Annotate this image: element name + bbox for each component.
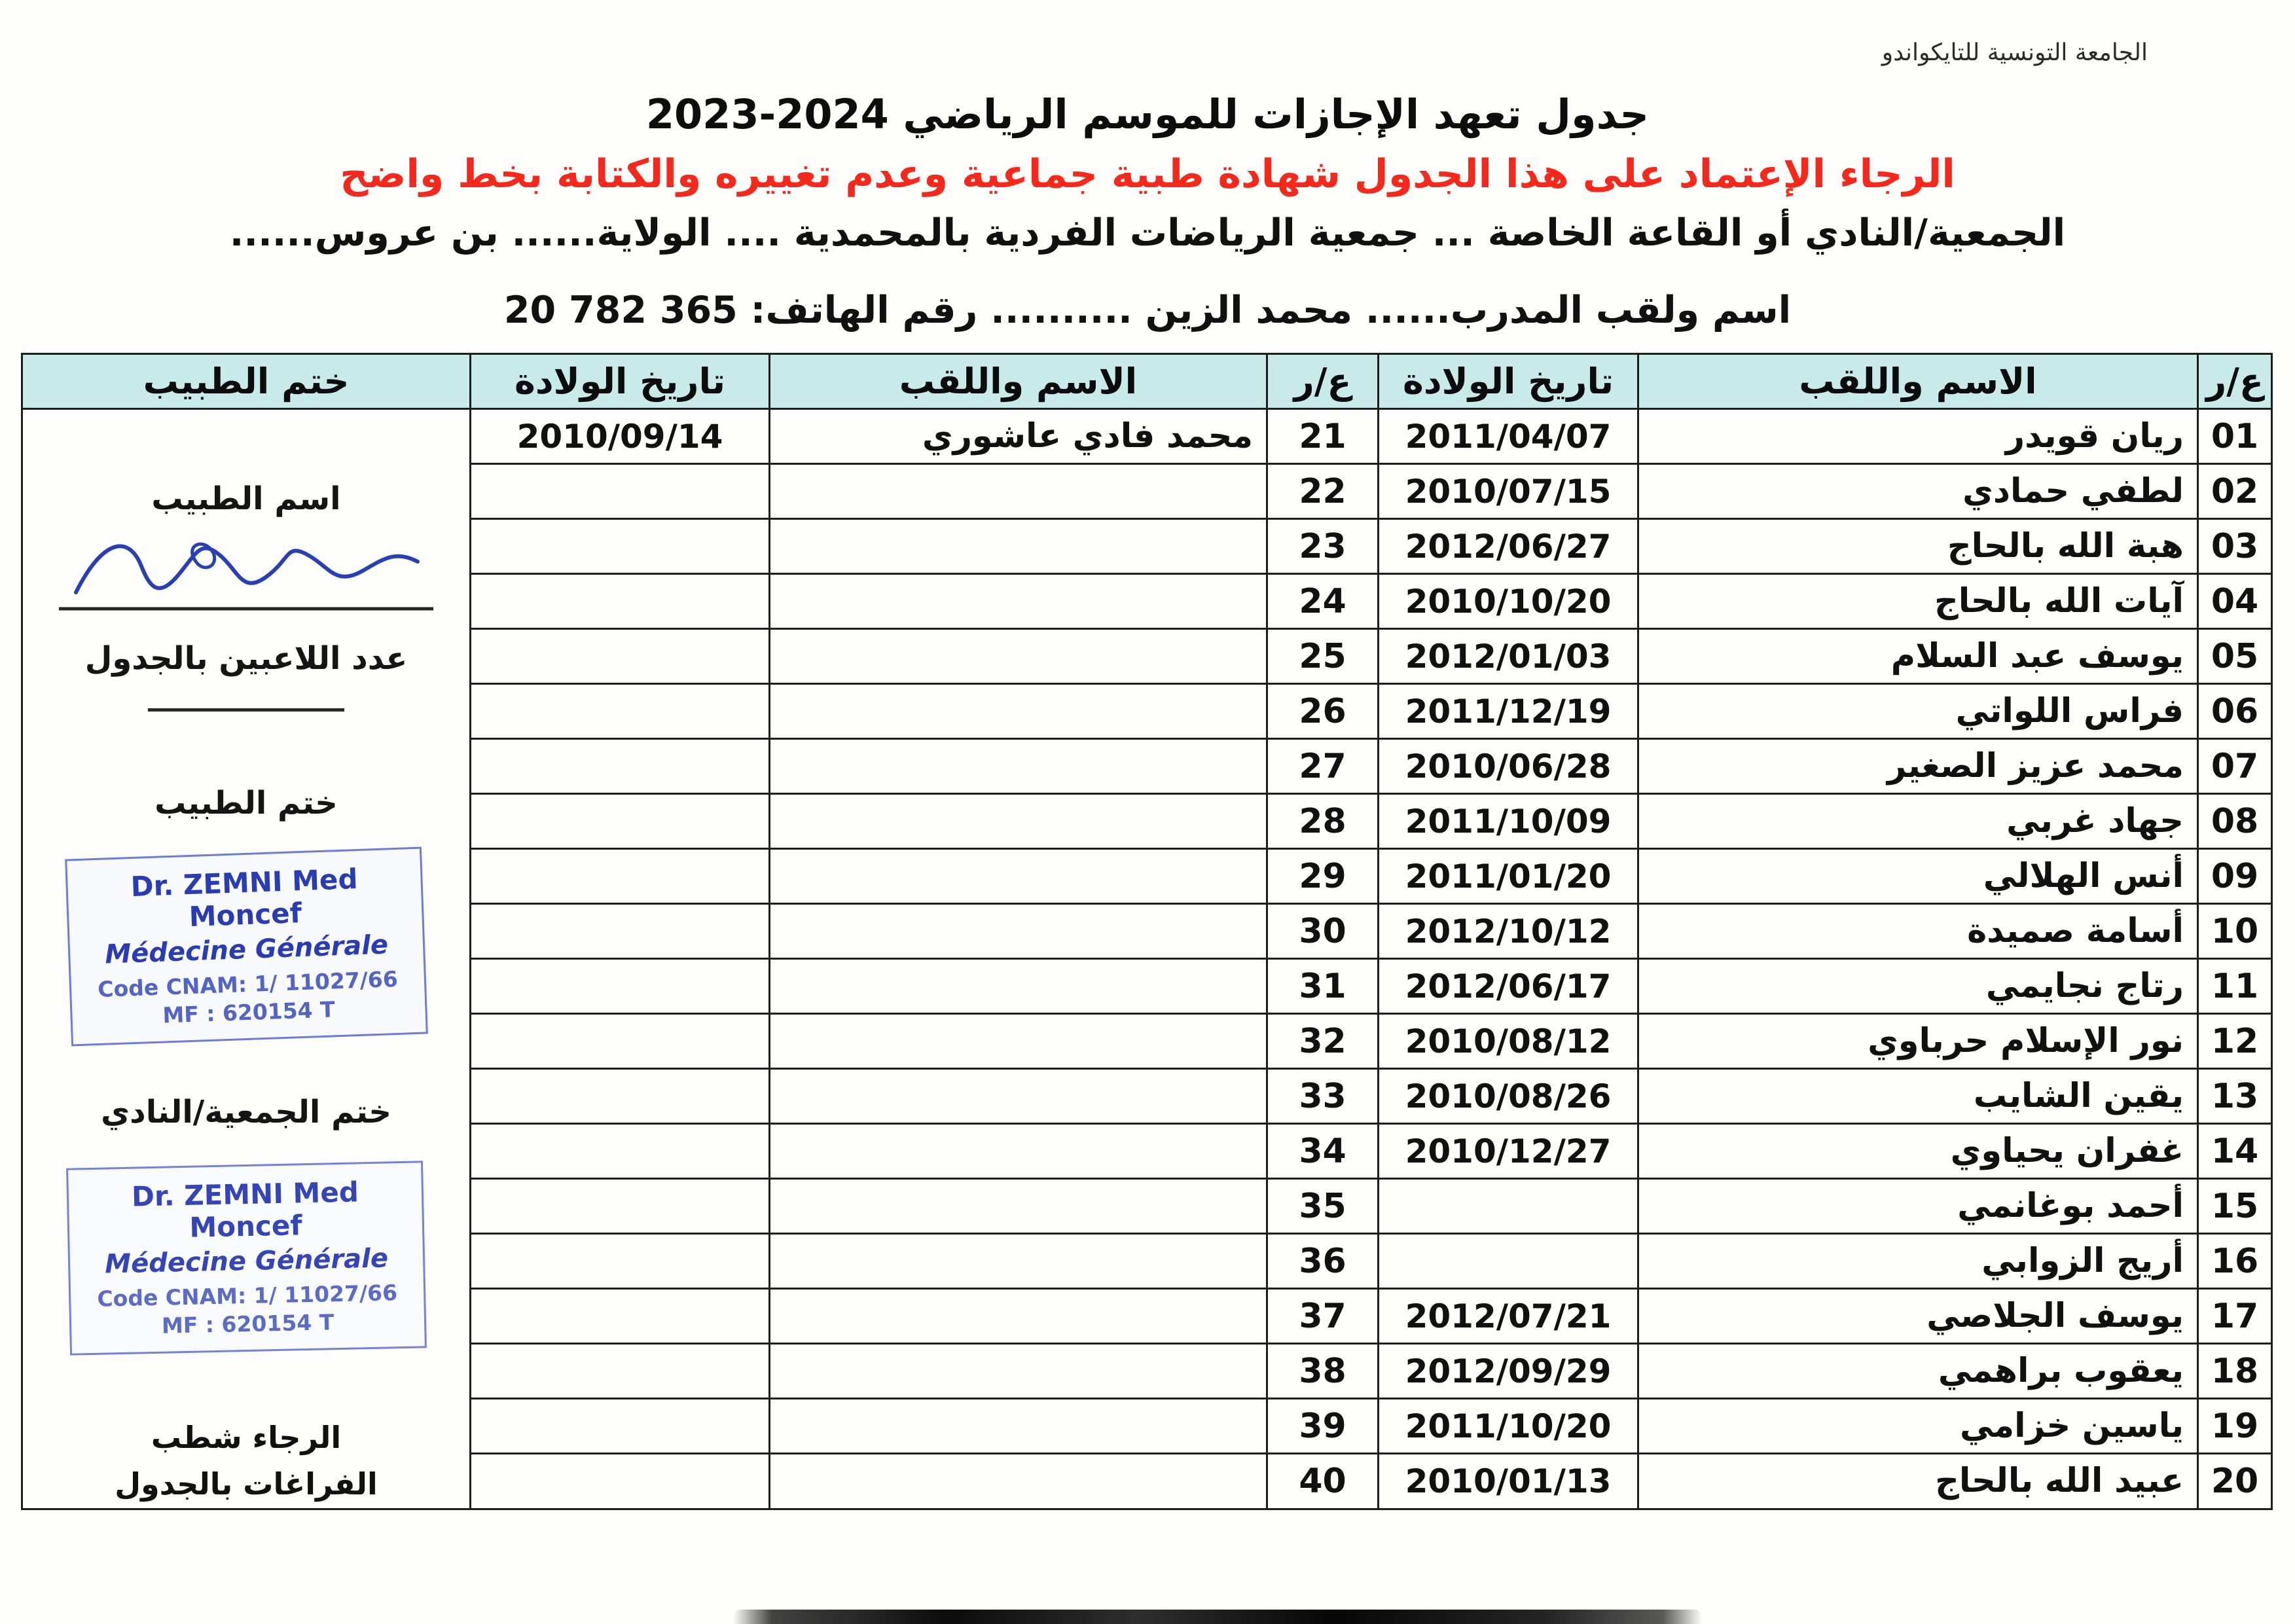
serial-cell: 17 bbox=[2198, 1289, 2272, 1344]
doctor-stamp-imprint bbox=[65, 847, 428, 1047]
name-cell bbox=[770, 904, 1267, 959]
name-cell bbox=[770, 1344, 1267, 1399]
dob-cell bbox=[1379, 1179, 1638, 1234]
red-notice: الرجاء الإعتماد على هذا الجدول شهادة طبية جماعية وعدم تغييره والكتابة بخط واضح bbox=[340, 151, 1955, 197]
serial-cell: 08 bbox=[2198, 794, 2272, 849]
name-cell: جهاد غربي bbox=[1638, 794, 2198, 849]
name-cell: أنس الهلالي bbox=[1638, 849, 2198, 904]
stamp-panel bbox=[23, 410, 469, 1508]
name-cell: أسامة صميدة bbox=[1638, 904, 2198, 959]
serial-cell: 37 bbox=[1267, 1289, 1379, 1344]
name-cell: رتاج نجايمي bbox=[1638, 959, 2198, 1014]
serial-cell: 03 bbox=[2198, 519, 2272, 574]
page-title: جدول تعهد الإجازات للموسم الرياضي 2024-2023 bbox=[645, 90, 1650, 138]
players-count-line bbox=[148, 708, 344, 712]
dob-cell bbox=[471, 794, 770, 849]
dob-cell bbox=[471, 1124, 770, 1179]
dob-cell: 2011/04/07 bbox=[1379, 409, 1638, 464]
name-cell bbox=[770, 959, 1267, 1014]
serial-cell: 11 bbox=[2198, 959, 2272, 1014]
stamp-specialty: Médecine Générale bbox=[104, 1243, 388, 1280]
cross-out-blanks-note: الرجاء شطب الفراغات بالجدول bbox=[115, 1420, 378, 1502]
dob-cell bbox=[471, 849, 770, 904]
name-cell: آيات الله بالحاج bbox=[1638, 574, 2198, 629]
name-cell: يعقوب براهمي bbox=[1638, 1344, 2198, 1399]
roster-table bbox=[21, 353, 2273, 1510]
federation-name: الجامعة التونسية للتايكواندو bbox=[1881, 39, 2148, 66]
coach-line-text: اسم ولقب المدرب...... محمد الزين .......... رقم الهاتف: bbox=[737, 289, 1792, 332]
dob-cell: 2011/10/09 bbox=[1379, 794, 1638, 849]
header-name-left: الاسم واللقب bbox=[770, 354, 1267, 409]
dob-cell: 2010/10/20 bbox=[1379, 574, 1638, 629]
coach-line bbox=[0, 289, 2295, 332]
serial-cell: 21 bbox=[1267, 409, 1379, 464]
name-cell bbox=[770, 1069, 1267, 1124]
name-cell: يوسف عبد السلام bbox=[1638, 629, 2198, 684]
dob-cell bbox=[471, 959, 770, 1014]
dob-cell bbox=[471, 684, 770, 739]
dob-cell bbox=[471, 1454, 770, 1509]
serial-cell: 02 bbox=[2198, 464, 2272, 519]
name-cell bbox=[770, 739, 1267, 794]
dob-cell: 2011/12/19 bbox=[1379, 684, 1638, 739]
dob-cell: 2011/01/20 bbox=[1379, 849, 1638, 904]
name-cell: ياسين خزامي bbox=[1638, 1399, 2198, 1454]
doctor-name-label: اسم الطبيب bbox=[151, 480, 341, 517]
dob-cell: 2012/06/17 bbox=[1379, 959, 1638, 1014]
name-cell: ريان قويدر bbox=[1638, 409, 2198, 464]
dob-cell: 2010/12/27 bbox=[1379, 1124, 1638, 1179]
serial-cell: 16 bbox=[2198, 1234, 2272, 1289]
name-cell: غفران يحياوي bbox=[1638, 1124, 2198, 1179]
dob-cell bbox=[471, 1179, 770, 1234]
serial-cell: 07 bbox=[2198, 739, 2272, 794]
dob-cell: 2010/01/13 bbox=[1379, 1454, 1638, 1509]
serial-cell: 33 bbox=[1267, 1069, 1379, 1124]
serial-cell: 04 bbox=[2198, 574, 2272, 629]
serial-cell: 27 bbox=[1267, 739, 1379, 794]
stamp-doctor-name: Dr. ZEMNI Med Moncef bbox=[131, 1176, 359, 1244]
serial-cell: 14 bbox=[2198, 1124, 2272, 1179]
name-cell: نور الإسلام حرباوي bbox=[1638, 1014, 2198, 1069]
serial-cell: 06 bbox=[2198, 684, 2272, 739]
serial-cell: 38 bbox=[1267, 1344, 1379, 1399]
serial-cell: 15 bbox=[2198, 1179, 2272, 1234]
name-cell bbox=[770, 1124, 1267, 1179]
roster-table-wrap bbox=[26, 353, 2273, 1510]
dob-cell bbox=[471, 1344, 770, 1399]
serial-cell: 23 bbox=[1267, 519, 1379, 574]
serial-cell: 28 bbox=[1267, 794, 1379, 849]
club-stamp-imprint bbox=[66, 1161, 427, 1355]
dob-cell: 2010/08/12 bbox=[1379, 1014, 1638, 1069]
dob-cell: 2012/06/27 bbox=[1379, 519, 1638, 574]
dob-cell bbox=[471, 464, 770, 519]
dob-cell: 2012/09/29 bbox=[1379, 1344, 1638, 1399]
serial-cell: 40 bbox=[1267, 1454, 1379, 1509]
name-cell bbox=[770, 1289, 1267, 1344]
name-cell: فراس اللواتي bbox=[1638, 684, 2198, 739]
dob-cell bbox=[471, 1069, 770, 1124]
stamp-specialty: Médecine Générale bbox=[104, 929, 389, 970]
header-dob-right: تاريخ الولادة bbox=[1379, 354, 1638, 409]
dob-cell: 2011/10/20 bbox=[1379, 1399, 1638, 1454]
header-serial-left: ع/ر bbox=[1267, 354, 1379, 409]
dob-cell bbox=[471, 904, 770, 959]
header-row bbox=[22, 354, 2272, 409]
dob-cell bbox=[471, 629, 770, 684]
club-line: الجمعية/النادي أو القاعة الخاصة ... جمعية الرياضات الفردية بالمحمدية .... الولاية...... بن عروس...... bbox=[229, 211, 2066, 255]
name-cell bbox=[770, 794, 1267, 849]
dob-cell: 2010/09/14 bbox=[471, 409, 770, 464]
serial-cell: 20 bbox=[2198, 1454, 2272, 1509]
name-cell: أريج الزوابي bbox=[1638, 1234, 2198, 1289]
serial-cell: 10 bbox=[2198, 904, 2272, 959]
dob-cell bbox=[1379, 1234, 1638, 1289]
doctor-stamp-cell bbox=[22, 409, 471, 1509]
dob-cell bbox=[471, 1234, 770, 1289]
stamp-cnam-code: Code CNAM: 1/ 11027/66 bbox=[96, 1280, 397, 1312]
dob-cell: 2012/01/03 bbox=[1379, 629, 1638, 684]
serial-cell: 24 bbox=[1267, 574, 1379, 629]
name-cell bbox=[770, 1014, 1267, 1069]
dob-cell: 2012/07/21 bbox=[1379, 1289, 1638, 1344]
header-serial-right: ع/ر bbox=[2198, 354, 2272, 409]
scan-artifact bbox=[733, 1610, 1702, 1624]
name-cell: عبيد الله بالحاج bbox=[1638, 1454, 2198, 1509]
dob-cell bbox=[471, 519, 770, 574]
dob-cell bbox=[471, 1399, 770, 1454]
doctor-stamp-label: ختم الطبيب bbox=[154, 785, 338, 821]
name-cell bbox=[770, 849, 1267, 904]
serial-cell: 18 bbox=[2198, 1344, 2272, 1399]
doctor-signature bbox=[50, 524, 443, 622]
serial-cell: 19 bbox=[2198, 1399, 2272, 1454]
serial-cell: 29 bbox=[1267, 849, 1379, 904]
stamp-doctor-name: Dr. ZEMNI Med Moncef bbox=[130, 863, 358, 933]
name-cell bbox=[770, 1179, 1267, 1234]
dob-cell bbox=[471, 574, 770, 629]
header-doctor-stamp: ختم الطبيب bbox=[22, 354, 471, 409]
phone-number: 20 782 365 bbox=[503, 289, 738, 332]
header-dob-left: تاريخ الولادة bbox=[471, 354, 770, 409]
serial-cell: 30 bbox=[1267, 904, 1379, 959]
name-cell: أحمد بوغانمي bbox=[1638, 1179, 2198, 1234]
serial-cell: 12 bbox=[2198, 1014, 2272, 1069]
stamp-mf-code: MF : 620154 T bbox=[162, 996, 335, 1028]
name-cell: يقين الشايب bbox=[1638, 1069, 2198, 1124]
name-cell: محمد فادي عاشوري bbox=[770, 409, 1267, 464]
name-cell bbox=[770, 464, 1267, 519]
name-cell bbox=[770, 574, 1267, 629]
name-cell: لطفي حمادي bbox=[1638, 464, 2198, 519]
stamp-cnam-code: Code CNAM: 1/ 11027/66 bbox=[97, 965, 398, 1002]
dob-cell: 2010/06/28 bbox=[1379, 739, 1638, 794]
name-cell: يوسف الجلاصي bbox=[1638, 1289, 2198, 1344]
serial-cell: 35 bbox=[1267, 1179, 1379, 1234]
serial-cell: 09 bbox=[2198, 849, 2272, 904]
club-stamp-label: ختم الجمعية/النادي bbox=[101, 1094, 391, 1130]
stamp-mf-code: MF : 620154 T bbox=[161, 1309, 334, 1339]
dob-cell bbox=[471, 1289, 770, 1344]
serial-cell: 25 bbox=[1267, 629, 1379, 684]
name-cell bbox=[770, 684, 1267, 739]
name-cell bbox=[770, 629, 1267, 684]
roster-row bbox=[22, 409, 2272, 464]
serial-cell: 26 bbox=[1267, 684, 1379, 739]
serial-cell: 01 bbox=[2198, 409, 2272, 464]
dob-cell: 2010/08/26 bbox=[1379, 1069, 1638, 1124]
dob-cell: 2012/10/12 bbox=[1379, 904, 1638, 959]
serial-cell: 13 bbox=[2198, 1069, 2272, 1124]
name-cell bbox=[770, 519, 1267, 574]
name-cell bbox=[770, 1399, 1267, 1454]
serial-cell: 34 bbox=[1267, 1124, 1379, 1179]
serial-cell: 39 bbox=[1267, 1399, 1379, 1454]
header-name-right: الاسم واللقب bbox=[1638, 354, 2198, 409]
serial-cell: 22 bbox=[1267, 464, 1379, 519]
serial-cell: 32 bbox=[1267, 1014, 1379, 1069]
name-cell: محمد عزيز الصغير bbox=[1638, 739, 2198, 794]
serial-cell: 05 bbox=[2198, 629, 2272, 684]
serial-cell: 31 bbox=[1267, 959, 1379, 1014]
name-cell: هبة الله بالحاج bbox=[1638, 519, 2198, 574]
name-cell bbox=[770, 1454, 1267, 1509]
serial-cell: 36 bbox=[1267, 1234, 1379, 1289]
dob-cell: 2010/07/15 bbox=[1379, 464, 1638, 519]
dob-cell bbox=[471, 739, 770, 794]
players-count-label: عدد اللاعبين بالجدول bbox=[84, 640, 408, 677]
dob-cell bbox=[471, 1014, 770, 1069]
name-cell bbox=[770, 1234, 1267, 1289]
